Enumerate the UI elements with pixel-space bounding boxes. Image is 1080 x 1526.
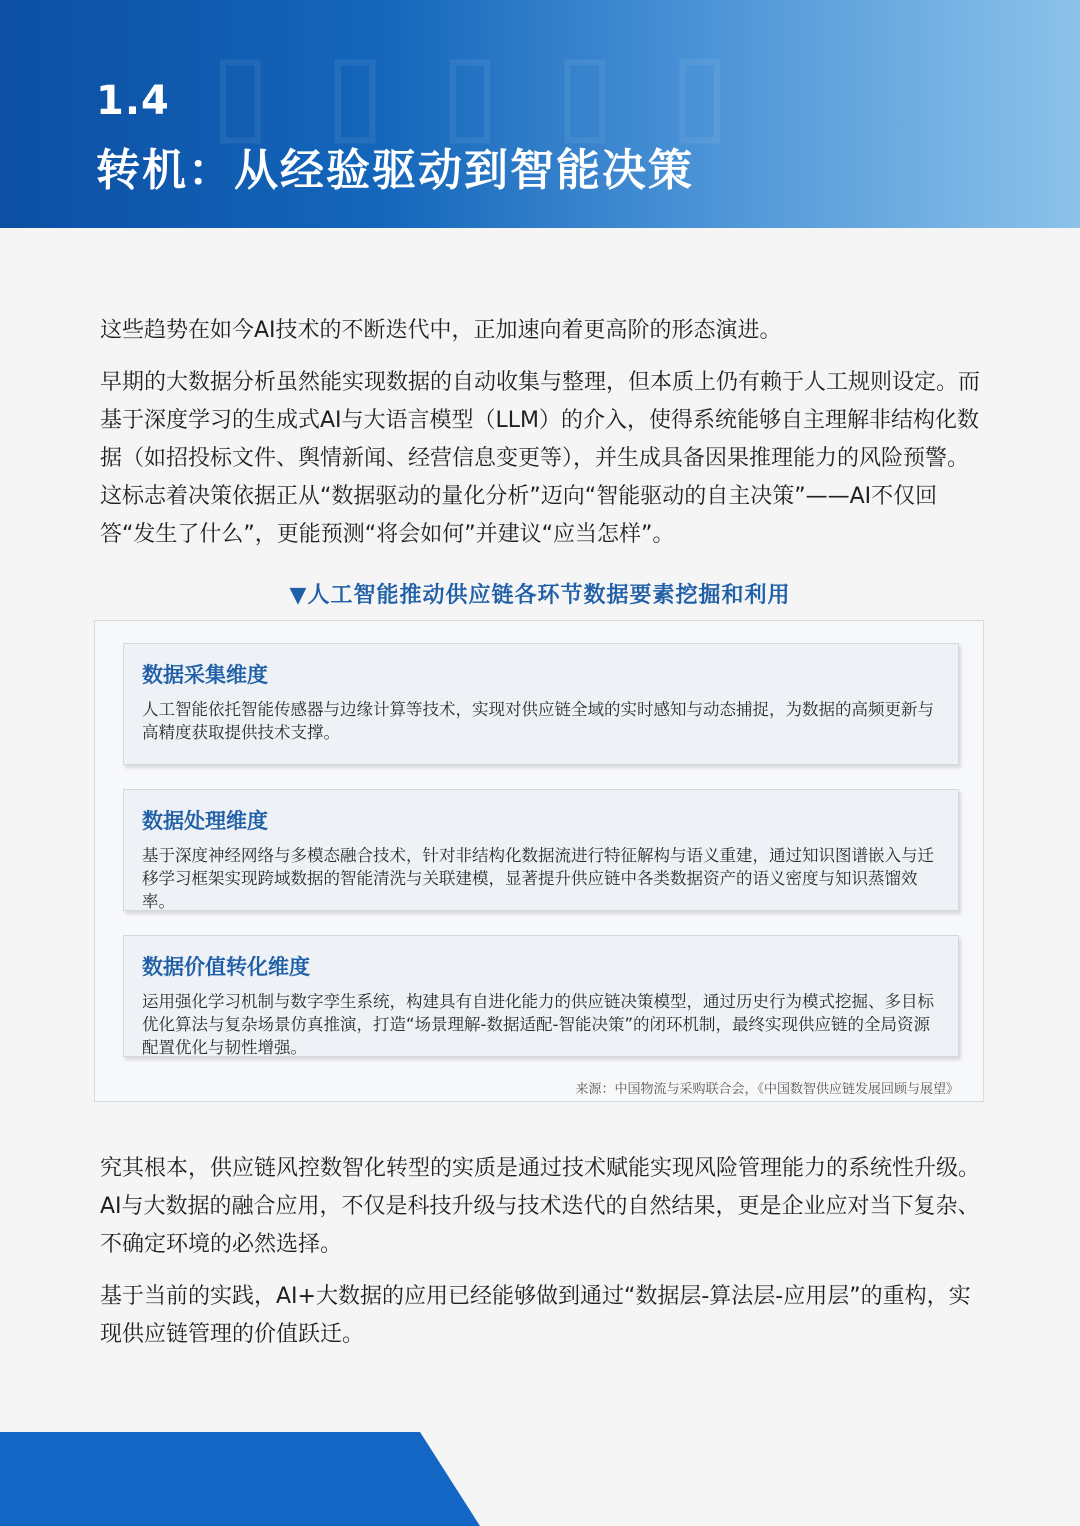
card-heading: 数据价值转化维度 <box>142 955 310 979</box>
card-heading: 数据处理维度 <box>142 809 268 833</box>
paragraph-intro: 这些趋势在如今AI技术的不断迭代中，正加速向着更高阶的形态演进。 <box>100 318 782 343</box>
card-heading: 数据采集维度 <box>142 663 268 687</box>
section-header <box>0 0 1080 228</box>
header-watermark: ▯ ▯ ▯ ▯ ▯ <box>210 28 738 156</box>
figure-box <box>94 620 984 1102</box>
paragraph-practice: 基于当前的实践，AI+大数据的应用已经能够做到通过“数据层-算法层-应用层”的重构，实现供应链管理的价值跃迁。 <box>100 1284 971 1347</box>
card-data-value <box>123 935 959 1057</box>
card-data-processing <box>123 789 959 911</box>
section-number: 1.4 <box>96 78 170 124</box>
paragraph-conclusion: 究其根本，供应链风控数智化转型的实质是通过技术赋能实现风险管理能力的系统性升级。AI与大数据的融合应用，不仅是科技升级与技术迭代的自然结果，更是企业应对当下复杂、不确定环境的必然选择。 <box>100 1156 981 1257</box>
figure-title: ▼人工智能推动供应链各环节数据要素挖掘和利用 <box>289 583 791 608</box>
card-data-collection <box>123 643 959 765</box>
figure-source: 来源：中国物流与采购联合会，《中国数智供应链发展回顾与展望》 <box>575 1082 959 1097</box>
card-body: 人工智能依托智能传感器与边缘计算等技术，实现对供应链全域的实时感知与动态捕捉，为数据的高频更新与高精度获取提供技术支撑。 <box>142 700 934 742</box>
card-body: 基于深度神经网络与多模态融合技术，针对非结构化数据流进行特征解构与语义重建，通过知识图谱嵌入与迁移学习框架实现跨域数据的智能清洗与关联建模，显著提升供应链中各类数据资产的语义密度与知识蒸馏效率。 <box>142 846 934 911</box>
footer-accent-band <box>0 1432 480 1526</box>
section-title: 转机：从经验驱动到智能决策 <box>96 145 694 196</box>
card-body: 运用强化学习机制与数字孪生系统，构建具有自进化能力的供应链决策模型，通过历史行为模式挖掘、多目标优化算法与复杂场景仿真推演，打造“场景理解-数据适配-智能决策”的闭环机制，最终实现供应链的全局资源配置优化与韧性增强。 <box>142 992 934 1057</box>
paragraph-evolution: 早期的大数据分析虽然能实现数据的自动收集与整理，但本质上仍有赖于人工规则设定。而基于深度学习的生成式AI与大语言模型（LLM）的介入，使得系统能够自主理解非结构化数据（如招投标文件、舆情新闻、经营信息变更等），并生成具备因果推理能力的风险预警。这标志着决策依据正从“数据驱动的量化分析”迈向“智能驱动的自主决策”——AI不仅回答“发生了什么”，更能预测“将会如何”并建议“应当怎样”。 <box>100 370 981 547</box>
